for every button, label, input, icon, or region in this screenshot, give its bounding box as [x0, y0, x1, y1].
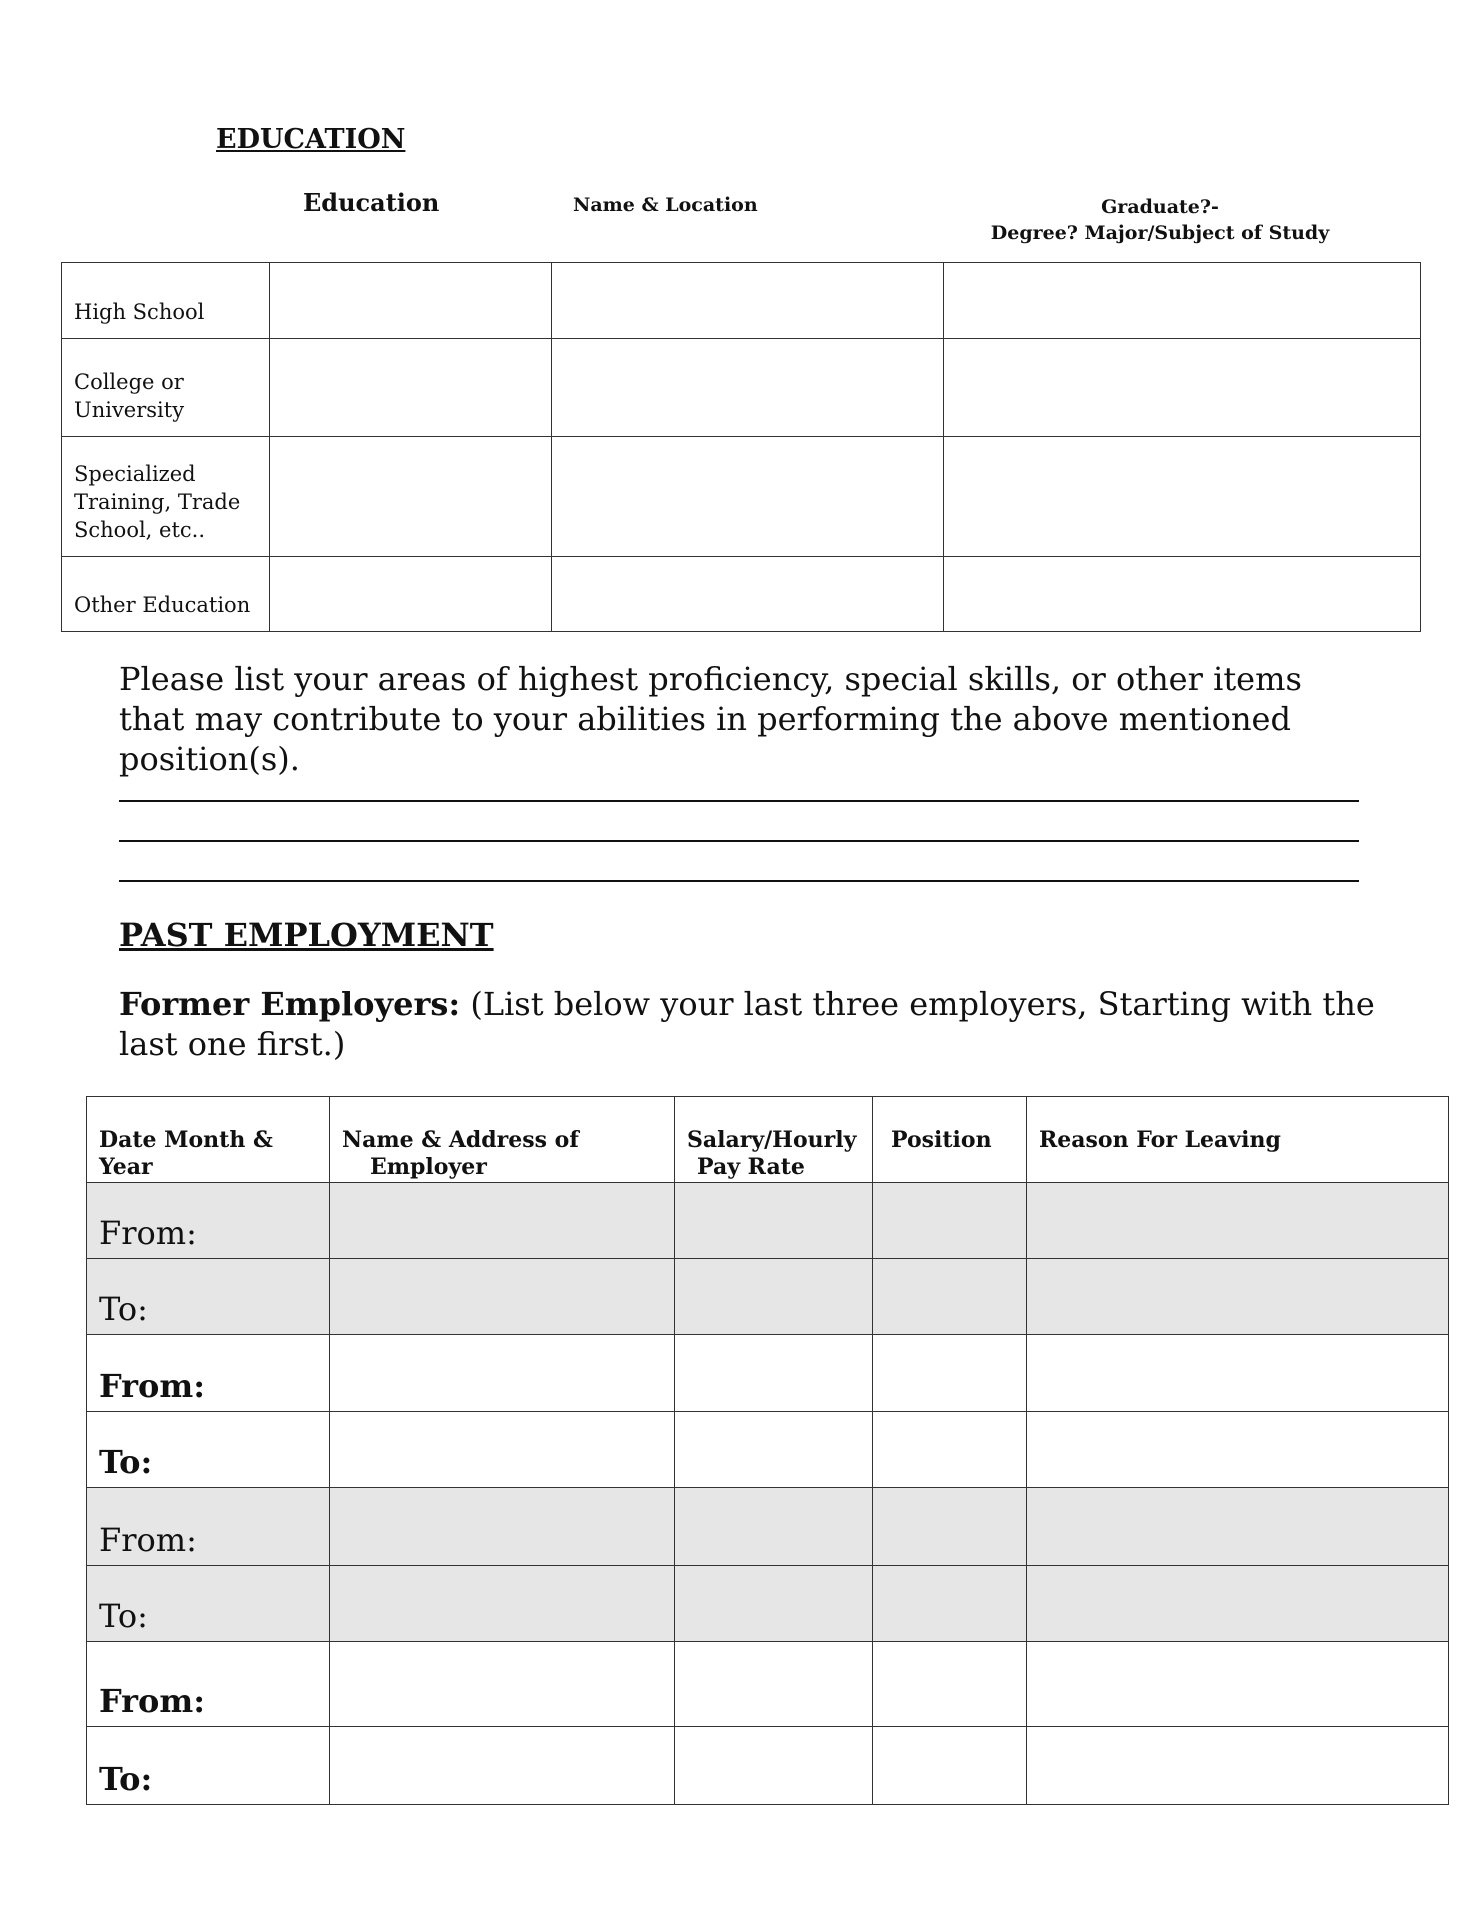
former-employers-instructions: [119, 984, 1379, 1064]
employment-row: [87, 1642, 1449, 1727]
employment-header-row: [87, 1097, 1449, 1183]
reason-cell[interactable]: [1027, 1412, 1449, 1488]
education-school-cell[interactable]: [270, 557, 552, 632]
reason-cell[interactable]: [1027, 1259, 1449, 1335]
date-to-label: To:: [87, 1566, 330, 1642]
date-from-label: From:: [87, 1335, 330, 1412]
education-school-cell[interactable]: [270, 263, 552, 339]
employment-row: [87, 1335, 1449, 1412]
graduate-header-line2: Degree? Major/Subject of Study: [990, 222, 1330, 244]
salary-cell[interactable]: [675, 1259, 873, 1335]
position-column-header: Position: [873, 1097, 1027, 1183]
employer-cell[interactable]: [330, 1642, 675, 1727]
position-cell[interactable]: [873, 1566, 1027, 1642]
employer-cell[interactable]: [330, 1335, 675, 1412]
skills-answer-line-1[interactable]: [119, 800, 1359, 802]
reason-cell[interactable]: [1027, 1335, 1449, 1412]
education-column-header: Education: [303, 188, 440, 217]
employment-row: [87, 1183, 1449, 1259]
education-graduate-cell[interactable]: [944, 263, 1421, 339]
education-row-specialized: [62, 437, 1421, 557]
education-table: [61, 262, 1421, 632]
education-graduate-cell[interactable]: [944, 557, 1421, 632]
employment-row: [87, 1566, 1449, 1642]
employer-cell[interactable]: [330, 1488, 675, 1566]
date-to-label: To:: [87, 1259, 330, 1335]
education-graduate-cell[interactable]: [944, 339, 1421, 437]
date-from-label: From:: [87, 1488, 330, 1566]
employer-cell[interactable]: [330, 1727, 675, 1805]
skills-answer-line-2[interactable]: [119, 840, 1359, 842]
education-name-location-cell[interactable]: [552, 437, 944, 557]
employment-row: [87, 1727, 1449, 1805]
reason-cell[interactable]: [1027, 1183, 1449, 1259]
employer-cell[interactable]: [330, 1259, 675, 1335]
salary-cell[interactable]: [675, 1335, 873, 1412]
position-cell[interactable]: [873, 1183, 1027, 1259]
position-cell[interactable]: [873, 1642, 1027, 1727]
position-cell[interactable]: [873, 1335, 1027, 1412]
salary-column-header: Salary/Hourly Pay Rate: [675, 1097, 873, 1183]
education-row-label: Specialized Training, Trade School, etc..: [62, 437, 270, 557]
salary-cell[interactable]: [675, 1183, 873, 1259]
skills-prompt: Please list your areas of highest proficiency, special skills, or other items that may contribute to your abilities in performing the above mentioned position(s).: [119, 660, 1302, 778]
employer-cell[interactable]: [330, 1412, 675, 1488]
reason-cell[interactable]: [1027, 1488, 1449, 1566]
former-employers-label: Former Employers:: [119, 985, 461, 1023]
date-from-label: From:: [87, 1183, 330, 1259]
date-from-label: From:: [87, 1642, 330, 1727]
position-cell[interactable]: [873, 1412, 1027, 1488]
education-row-high-school: [62, 263, 1421, 339]
education-school-cell[interactable]: [270, 437, 552, 557]
reason-cell[interactable]: [1027, 1566, 1449, 1642]
salary-cell[interactable]: [675, 1642, 873, 1727]
date-to-label: To:: [87, 1412, 330, 1488]
education-title: EDUCATION: [216, 124, 406, 155]
position-cell[interactable]: [873, 1488, 1027, 1566]
education-row-label: High School: [62, 263, 270, 339]
graduate-column-header: [960, 194, 1360, 246]
employer-cell[interactable]: [330, 1183, 675, 1259]
salary-cell[interactable]: [675, 1727, 873, 1805]
reason-cell[interactable]: [1027, 1727, 1449, 1805]
education-name-location-cell[interactable]: [552, 263, 944, 339]
date-to-label: To:: [87, 1727, 330, 1805]
employer-cell[interactable]: [330, 1566, 675, 1642]
education-name-location-cell[interactable]: [552, 339, 944, 437]
employer-column-header: Name & Address of Employer: [330, 1097, 675, 1183]
former-employers-text: (List below your last three employers, Starting with the last one first.): [119, 985, 1375, 1063]
name-location-column-header: Name & Location: [573, 194, 758, 216]
salary-cell[interactable]: [675, 1566, 873, 1642]
education-row-other: [62, 557, 1421, 632]
position-cell[interactable]: [873, 1259, 1027, 1335]
skills-answer-line-3[interactable]: [119, 880, 1359, 882]
education-school-cell[interactable]: [270, 339, 552, 437]
education-row-college: [62, 339, 1421, 437]
education-row-label: Other Education: [62, 557, 270, 632]
employment-row: [87, 1412, 1449, 1488]
date-column-header: Date Month & Year: [87, 1097, 330, 1183]
education-graduate-cell[interactable]: [944, 437, 1421, 557]
position-cell[interactable]: [873, 1727, 1027, 1805]
education-row-label: College or University: [62, 339, 270, 437]
salary-cell[interactable]: [675, 1412, 873, 1488]
past-employment-title: PAST EMPLOYMENT: [119, 916, 494, 954]
reason-cell[interactable]: [1027, 1642, 1449, 1727]
employment-row: [87, 1488, 1449, 1566]
reason-column-header: Reason For Leaving: [1027, 1097, 1449, 1183]
education-name-location-cell[interactable]: [552, 557, 944, 632]
employment-row: [87, 1259, 1449, 1335]
employment-table: [86, 1096, 1449, 1805]
graduate-header-line1: Graduate?-: [1101, 196, 1219, 218]
salary-cell[interactable]: [675, 1488, 873, 1566]
